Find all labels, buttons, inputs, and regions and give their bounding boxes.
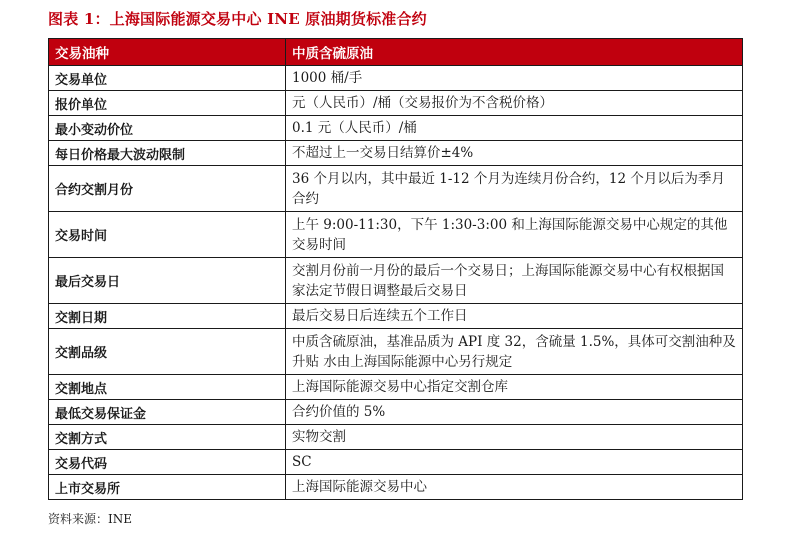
table-row (49, 450, 743, 475)
row-label: 上市交易所 (49, 475, 286, 500)
row-label: 合约交割月份 (49, 166, 286, 212)
table-row (49, 304, 743, 329)
row-label: 交割方式 (49, 425, 286, 450)
row-label: 报价单位 (49, 91, 286, 116)
contract-spec-table (48, 38, 743, 500)
row-value: 最后交易日后连续五个工作日 (286, 304, 743, 329)
source-note: 资料来源：INE (48, 512, 133, 526)
row-value: 合约价值的 5% (286, 400, 743, 425)
table-row (49, 66, 743, 91)
table-row (49, 400, 743, 425)
row-label: 最后交易日 (49, 258, 286, 304)
row-label: 最小变动价位 (49, 116, 286, 141)
row-label: 交割品级 (49, 329, 286, 375)
row-value: 36 个月以内，其中最近 1-12 个月为连续月份合约，12 个月以后为季月合约 (286, 166, 743, 212)
row-label: 交易单位 (49, 66, 286, 91)
row-value: SC (286, 450, 743, 475)
row-value: 中质含硫原油，基准品质为 API 度 32，含硫量 1.5%，具体可交割油种及升贴 水由上海国际能源中心另行规定 (286, 329, 743, 375)
row-value: 交割月份前一月份的最后一个交易日；上海国际能源交易中心有权根据国家法定节假日调整最后交易日 (286, 258, 743, 304)
table-row (49, 258, 743, 304)
figure-title: 图表 1：上海国际能源交易中心 INE 原油期货标准合约 (48, 10, 427, 28)
row-value: 1000 桶/手 (286, 66, 743, 91)
table-row (49, 425, 743, 450)
row-label: 最低交易保证金 (49, 400, 286, 425)
table-row (49, 166, 743, 212)
row-value: 上午 9:00-11:30，下午 1:30-3:00 和上海国际能源交易中心规定的其他交易时间 (286, 212, 743, 258)
table-row (49, 329, 743, 375)
row-value: 上海国际能源交易中心指定交割仓库 (286, 375, 743, 400)
row-label: 交割日期 (49, 304, 286, 329)
row-label: 交割地点 (49, 375, 286, 400)
table-header-row (49, 39, 743, 66)
row-label: 每日价格最大波动限制 (49, 141, 286, 166)
header-cell-label: 交易油种 (49, 39, 286, 66)
row-label: 交易时间 (49, 212, 286, 258)
table-row (49, 375, 743, 400)
row-value: 0.1 元（人民币）/桶 (286, 116, 743, 141)
header-cell-value: 中质含硫原油 (286, 39, 743, 66)
table-row (49, 475, 743, 500)
row-value: 元（人民币）/桶（交易报价为不含税价格） (286, 91, 743, 116)
table-row (49, 212, 743, 258)
table-row (49, 91, 743, 116)
row-value: 不超过上一交易日结算价±4% (286, 141, 743, 166)
table-row (49, 141, 743, 166)
row-value: 上海国际能源交易中心 (286, 475, 743, 500)
row-value: 实物交割 (286, 425, 743, 450)
row-label: 交易代码 (49, 450, 286, 475)
table-row (49, 116, 743, 141)
